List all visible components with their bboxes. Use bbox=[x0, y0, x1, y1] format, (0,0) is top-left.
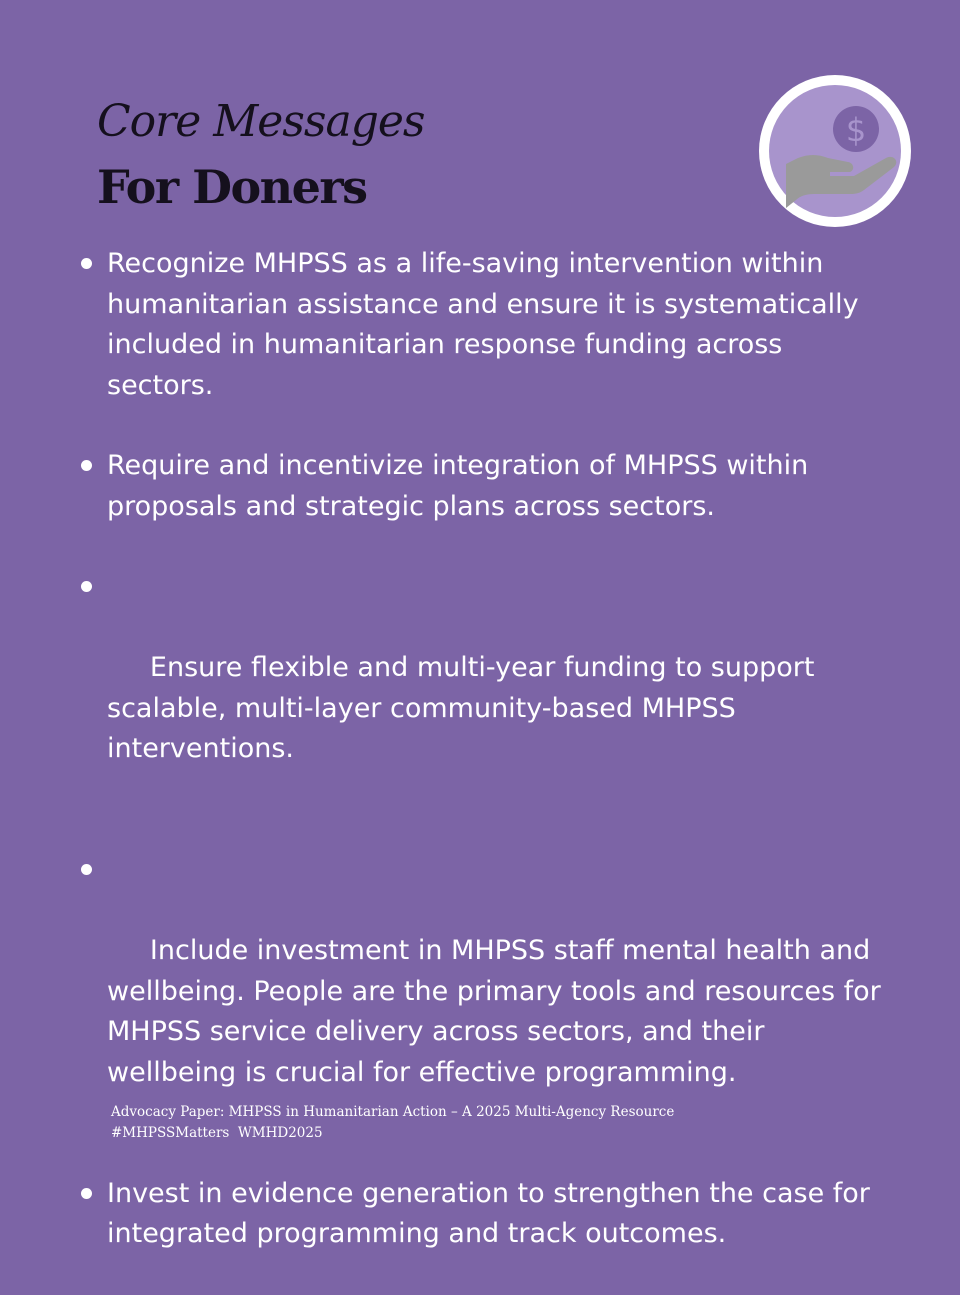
bullet-icon bbox=[81, 581, 92, 592]
dollar-sign-icon: $ bbox=[845, 111, 867, 149]
message-text: Require and incentivize integration of MHPSS within proposals and strategic plans across sectors. bbox=[107, 450, 809, 522]
source-citation: Advocacy Paper: MHPSS in Humanitarian Action – A 2025 Multi-Agency Resource bbox=[111, 1104, 675, 1120]
list-item bbox=[76, 567, 896, 810]
hashtags: #MHPSSMatters WMHD2025 bbox=[111, 1125, 323, 1141]
list-item bbox=[76, 244, 896, 406]
page-title-italic: Core Messages bbox=[97, 96, 425, 147]
list-item bbox=[76, 1174, 896, 1255]
hand-holding-dollar-icon bbox=[754, 70, 916, 232]
list-item bbox=[76, 850, 896, 1134]
bullet-icon bbox=[81, 460, 92, 471]
message-text: Include investment in MHPSS staff mental health and wellbeing. People are the primary tools and resources for MHPSS service delivery across sectors, and their wellbeing is crucial for effective programming. bbox=[107, 935, 890, 1088]
bullet-icon bbox=[81, 864, 92, 875]
message-text: Invest in evidence generation to strengthen the case for integrated programming and track outcomes. bbox=[107, 1177, 870, 1249]
page-title-bold: For Doners bbox=[97, 160, 367, 214]
message-text: Ensure flexible and multi-year funding to support scalable, multi-layer community-based MHPSS interventions. bbox=[107, 652, 824, 764]
bullet-icon bbox=[81, 258, 92, 269]
message-text: Recognize MHPSS as a life-saving intervention within humanitarian assistance and ensure it is systematically included in humanitarian response funding across sectors. bbox=[107, 248, 859, 401]
bullet-icon bbox=[81, 1188, 92, 1199]
footer-citation bbox=[111, 1102, 674, 1144]
list-item bbox=[76, 446, 896, 527]
